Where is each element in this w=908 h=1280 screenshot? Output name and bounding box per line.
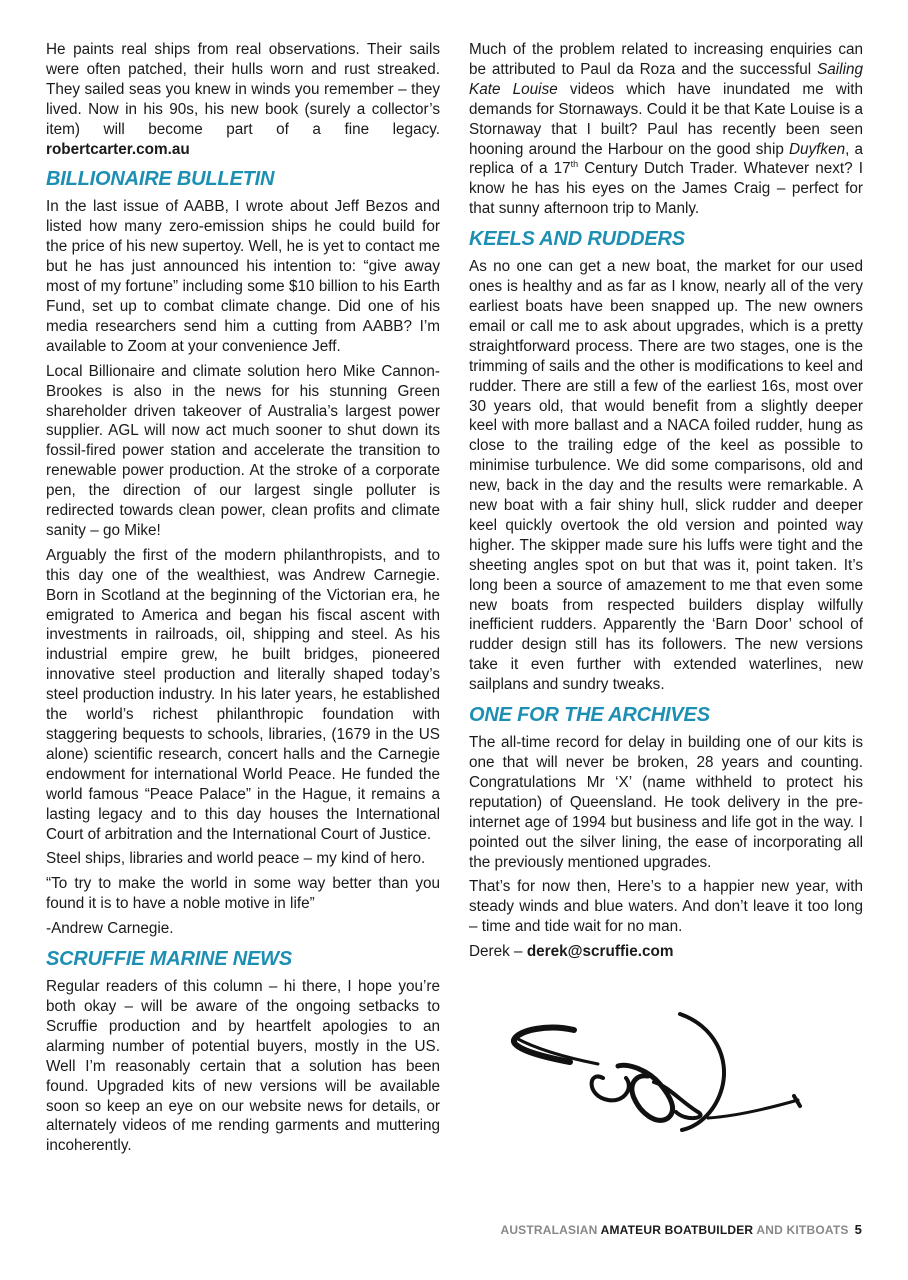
- page-number: 5: [854, 1222, 862, 1237]
- right-column: [469, 40, 863, 967]
- right-intro-paragraph: Much of the problem related to increasing enquiries can be attributed to Paul da Roza and the successful Sailing Kate Louise videos which have inundated me with demands for Stornaways. Could it be that Kate Louise is a Stornaway that I built? Paul has recently been seen hooning around the Harbour on the good ship Duyfken, a replica of a 17th Century Dutch Trader. Whatever next? I know he has his eyes on the James Craig – perfect for that sunny afternoon trip to Manly.: [469, 41, 863, 218]
- billionaire-paragraph-1: In the last issue of AABB, I wrote about Jeff Bezos and listed how many zero-emission ships he could build for the price of his new supertoy. Well, he is yet to contact me but he has just announced his intention to: “give away most of my fortune” including some $10 billion to his Earth Fund, set up to combat climate change. Did one of his media researchers send him a cutting from AABB? I’m available to Zoom at your convenience Jeff.: [46, 198, 440, 355]
- billionaire-paragraph-2: Local Billionaire and climate solution hero Mike Cannon-Brookes is also in the news for his stunning Green shareholder driven takeover of Australia’s largest power supplier. AGL will now act much sooner to shut down its fossil-fired power station and accelerate the transition to renewable power production. At the stroke of a corporate pen, the direction of our largest single polluter is redirected towards clean power, clean profits and climate sanity – go Mike!: [46, 362, 440, 539]
- duyfken-title: Duyfken: [788, 140, 846, 158]
- billionaire-bulletin-heading: BILLIONAIRE BULLETIN: [46, 168, 275, 191]
- footer-publication-prefix: AUSTRALASIAN: [500, 1223, 601, 1237]
- left-column: [46, 40, 440, 1161]
- billionaire-paragraph-3: Arguably the first of the modern philanthropists, and to this day one of the wealthiest, was Andrew Carnegie. Born in Scotland at the beginning of the Victorian era, he emigrated to America and began his fiscal ascent with investments in railroads, oil, shipping and steel. As his industrial empire grew, he built bridges, pioneered innovative steel production and literally shaped today’s steel production industry. In his later years, he established the world’s richest philanthropic foundation with staggering bequests to schools, libraries, (1679 in the US alone) scientific research, concert halls and the Carnegie endowment for international World Peace. He funded the world famous “Peace Palace” in the Hague, it remains a lasting legacy and to this day houses the International Court of arbitration and the International Court of Justice.: [46, 546, 440, 843]
- ordinal-superscript: th: [570, 159, 579, 170]
- keels-and-rudders-heading: KEELS AND RUDDERS: [469, 228, 685, 251]
- robertcarter-link[interactable]: robertcarter.com.au: [46, 140, 190, 158]
- sailing-kate-louise-title: Sailing Kate Louise: [469, 60, 863, 98]
- handwritten-signature-icon: [508, 1008, 813, 1133]
- footer-publication-name: AMATEUR BOATBUILDER: [600, 1223, 754, 1237]
- scruffie-marine-news-heading: SCRUFFIE MARINE NEWS: [46, 948, 293, 971]
- billionaire-paragraph-4: Steel ships, libraries and world peace – my kind of hero.: [46, 850, 426, 868]
- carnegie-attribution: -Andrew Carnegie.: [46, 920, 174, 938]
- archives-paragraph-2: That’s for now then, Here’s to a happier new year, with steady winds and blue waters. And don’t leave it too long – time and tide wait for no man.: [469, 878, 863, 936]
- keels-paragraph-1: As no one can get a new boat, the market for our used ones is healthy and as far as I know, nearly all of the very earliest boats have been snapped up. The new owners email or call me to ask about upgrades, which is a pretty straightforward process. There are two stages, one is the trimming of sails and the other is modifications to keel and rudder. There are still a few of the earliest 16s, most over 30 years old, that would benefit from a slightly deeper keel with more ballast and a NACA foiled rudder, hung as close to the trailing edge of the keel as possible to minimise turbulence. We did some comparisons, old and new, back in the day and the results were remarkable. A new boat with a fair shiny hull, slick rudder and deeper keel quickly overtook the old version and pointed way higher. The skipper made sure his luffs were tight and the sheeting angles spot on but that was it, point taken. It’s long been a source of amazement to me that even some new boats from respected builders display wilfully inefficient rudders. Apparently the ‘Barn Door’ school of rudder design still has its followers. The new versions take it even further with extended waterlines, new sailplans and sundry tweaks.: [469, 258, 863, 694]
- carnegie-quote: “To try to make the world in some way better than you found it is to have a noble motive in life”: [46, 875, 440, 913]
- signoff: Derek – derek@scruffie.com: [469, 943, 674, 961]
- email-link[interactable]: derek@scruffie.com: [526, 943, 674, 961]
- page-footer: [500, 1222, 862, 1237]
- intro-paragraph: He paints real ships from real observations. Their sails were often patched, their hulls worn and rust streaked. They sailed seas you knew in winds you remember – they lived. Now in his 90s, his new book (surely a collector’s item) will become part of a fine legacy. robertcarter.com.au: [46, 41, 440, 158]
- footer-publication-suffix: AND KITBOATS: [753, 1223, 849, 1237]
- archives-paragraph-1: The all-time record for delay in building one of our kits is one that will never be broken, 28 years and counting. Congratulations Mr ‘X’ (name withheld to protect his reputation) of Queensland. He took delivery in the pre-internet age of 1994 but business and life got in the way. I pointed out the silver lining, the ease of incorporating all the previously mentioned upgrades.: [469, 734, 863, 871]
- one-for-the-archives-heading: ONE FOR THE ARCHIVES: [469, 704, 710, 727]
- scruffie-paragraph-1: Regular readers of this column – hi there, I hope you’re both okay – will be aware of the ongoing setbacks to Scruffie production and by heartfelt apologies to an alarming number of potential buyers, mostly in the US. Well I’m reasonably certain that a solution has been found. Upgraded kits of new versions will be available soon so keep an eye on our website news for details, or alternately videos of me rending garments and muttering incoherently.: [46, 978, 440, 1155]
